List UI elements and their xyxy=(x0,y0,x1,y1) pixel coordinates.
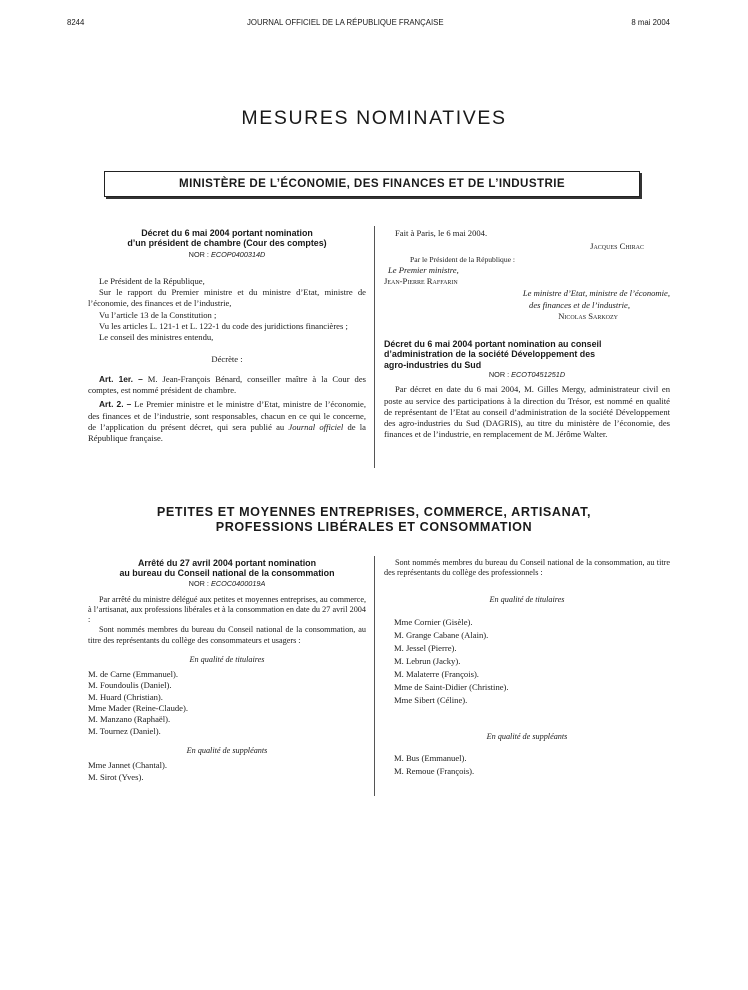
paragraph: Par arrêté du ministre délégué aux petites et moyennes entreprises, au commerce, à l’artisanat, aux professions libérales et à la consommation en date du 27 avril 2004 : xyxy=(88,594,366,625)
suppleants-list xyxy=(88,760,366,783)
nor-reference xyxy=(88,579,366,589)
paragraph: Vu l’article 13 de la Constitution ; xyxy=(99,309,217,320)
list-item: Mme Cornier (Gisèle). xyxy=(394,616,473,627)
paragraph: Le conseil des ministres entendu, xyxy=(99,332,214,343)
list-item: Mme de Saint-Didier (Christine). xyxy=(394,681,509,692)
nor-label: NOR : xyxy=(188,249,211,259)
decree-text: Par décret en date du 6 mai 2004, M. Gilles Mergy, administrateur civil en poste au service des participations à la direction du Trésor, est nommé en qualité de représentant de l’Etat au conseil d’administration de la société Développement des agro-industries du Sud (DAGRIS), au titre du ministère de l’économie, des finances et de l’industrie, en remplacement de M. Jérôme Walter. xyxy=(384,384,670,440)
article-text: M. Jean-François Bénard, conseiller maître à la Cour des comptes, est nommé président de chambre. xyxy=(88,373,366,396)
article-text: de la République française. xyxy=(88,422,366,444)
decree-heading xyxy=(384,339,670,370)
arrete-professionnels xyxy=(384,558,670,778)
paragraph: Le Président de la République, xyxy=(99,275,205,286)
par-le-president: Par le Président de la République : xyxy=(410,254,516,264)
list-item: M. Grange Cabane (Alain). xyxy=(394,629,489,640)
journal-title: JOURNAL OFFICIEL DE LA RÉPUBLIQUE FRANÇAISE xyxy=(247,18,444,27)
article-1 xyxy=(88,374,366,397)
decree-heading-line: d’administration de la société Développement des xyxy=(384,349,596,360)
decree-dagris xyxy=(384,339,670,441)
article-2 xyxy=(88,399,366,444)
column-divider xyxy=(374,226,375,468)
decrete: Décrète : xyxy=(211,353,243,364)
paragraph: Sont nommés membres du bureau du Conseil national de la consommation, au titre des représentants du collège des consommateurs et usagers : xyxy=(88,625,366,645)
ministry-heading: MINISTÈRE DE L’ÉCONOMIE, DES FINANCES ET DE L’INDUSTRIE xyxy=(104,171,640,197)
signatory-minister: Nicolas Sarkozy xyxy=(558,311,618,322)
decree-heading-line: d’un président de chambre (Cour des comptes) xyxy=(127,238,327,249)
nor-reference xyxy=(88,250,366,260)
list-item: M. Foundoulis (Daniel). xyxy=(88,680,172,691)
suppleants-label: En qualité de suppléants xyxy=(486,731,568,741)
nor-label: NOR : xyxy=(188,578,211,588)
list-item: M. Lebrun (Jacky). xyxy=(394,655,461,666)
page-number: 8244 xyxy=(67,18,85,27)
suppleants-list xyxy=(384,752,670,778)
titulaires-label: En qualité de titulaires xyxy=(189,654,265,664)
paragraph: Sur le rapport du Premier ministre et du ministre d’Etat, ministre de l’économie, des finances et de l’industrie, xyxy=(88,287,366,309)
article-text: Le Premier ministre et le ministre d’Etat, ministre de l’économie, des finances et de l’industrie, sont responsables, chacun en ce qui le concerne, de l’application du présent décret, qui sera publié au xyxy=(88,399,366,433)
signatory-pm: Jean-Pierre Raffarin xyxy=(384,276,458,287)
list-item: M. de Carne (Emmanuel). xyxy=(88,669,178,680)
list-item: M. Malaterre (François). xyxy=(394,668,479,679)
running-header xyxy=(67,17,670,29)
list-item: M. Tournez (Daniel). xyxy=(88,725,161,736)
pm-title: Le Premier ministre, xyxy=(388,264,459,275)
arrete-consommation xyxy=(88,558,366,783)
list-item: M. Bus (Emmanuel). xyxy=(394,753,467,763)
list-item: Mme Sibert (Céline). xyxy=(394,694,468,705)
titulaires-list xyxy=(88,669,366,737)
list-item: M. Jessel (Pierre). xyxy=(394,642,457,653)
decree-heading-line: Décret du 6 mai 2004 portant nomination xyxy=(141,228,313,238)
arrete-heading-line: Arrêté du 27 avril 2004 portant nomination xyxy=(137,558,317,568)
section-heading-line: PETITES ET MOYENNES ENTREPRISES, COMMERCE, ARTISANAT, xyxy=(156,505,592,519)
list-item: M. Huard (Christian). xyxy=(88,691,163,702)
article-label: Art. 2. – xyxy=(99,399,132,410)
arrete-body xyxy=(88,595,366,646)
section-heading-line: PROFESSIONS LIBÉRALES ET CONSOMMATION xyxy=(215,520,533,534)
list-item: Mme Jannet (Chantal). xyxy=(88,760,167,771)
arrete-heading-line: au bureau du Conseil national de la consommation xyxy=(119,568,335,579)
decree-heading-line: agro-industries du Sud xyxy=(384,359,482,370)
nor-code: ECOC0400019A xyxy=(210,578,266,588)
fait-a-paris: Fait à Paris, le 6 mai 2004. xyxy=(395,228,488,238)
decree-body xyxy=(88,276,366,445)
nor-code: ECOP0400314D xyxy=(210,249,266,259)
list-item: M. Remoue (François). xyxy=(394,766,475,776)
titulaires-list xyxy=(384,616,670,707)
signatory-president: Jacques Chirac xyxy=(590,241,644,252)
decree-heading-line: Décret du 6 mai 2004 portant nomination au conseil xyxy=(384,339,602,349)
page-title: MESURES NOMINATIVES xyxy=(241,107,507,129)
column-divider xyxy=(374,556,375,796)
list-item: M. Manzano (Raphaël). xyxy=(88,714,171,725)
article-label: Art. 1er. – xyxy=(99,373,143,384)
paragraph: Sont nommés membres du bureau du Conseil national de la consommation, au titre des représentants du collège des professionnels : xyxy=(384,558,670,578)
list-item: M. Sirot (Yves). xyxy=(88,771,144,782)
suppleants-label: En qualité de suppléants xyxy=(186,745,268,755)
titulaires-label: En qualité de titulaires xyxy=(489,595,565,605)
nor-reference xyxy=(384,370,670,380)
minister-title: des finances et de l’industrie, xyxy=(529,299,630,310)
decree-heading xyxy=(88,228,366,249)
journal-name: Journal officiel xyxy=(288,422,344,433)
issue-date: 8 mai 2004 xyxy=(631,18,670,27)
arrete-heading xyxy=(88,558,366,579)
nor-label: NOR : xyxy=(488,370,512,380)
decree-president-chambre xyxy=(88,228,366,445)
paragraph: Vu les articles L. 121-1 et L. 122-1 du code des juridictions financières ; xyxy=(99,321,348,331)
list-item: Mme Mader (Reine-Claude). xyxy=(88,703,188,714)
minister-title: Le ministre d’Etat, ministre de l’économie, xyxy=(522,288,670,299)
nor-code: ECOT0451251D xyxy=(511,370,566,380)
decree-signatures xyxy=(384,228,670,322)
section-heading-pme xyxy=(0,505,748,535)
